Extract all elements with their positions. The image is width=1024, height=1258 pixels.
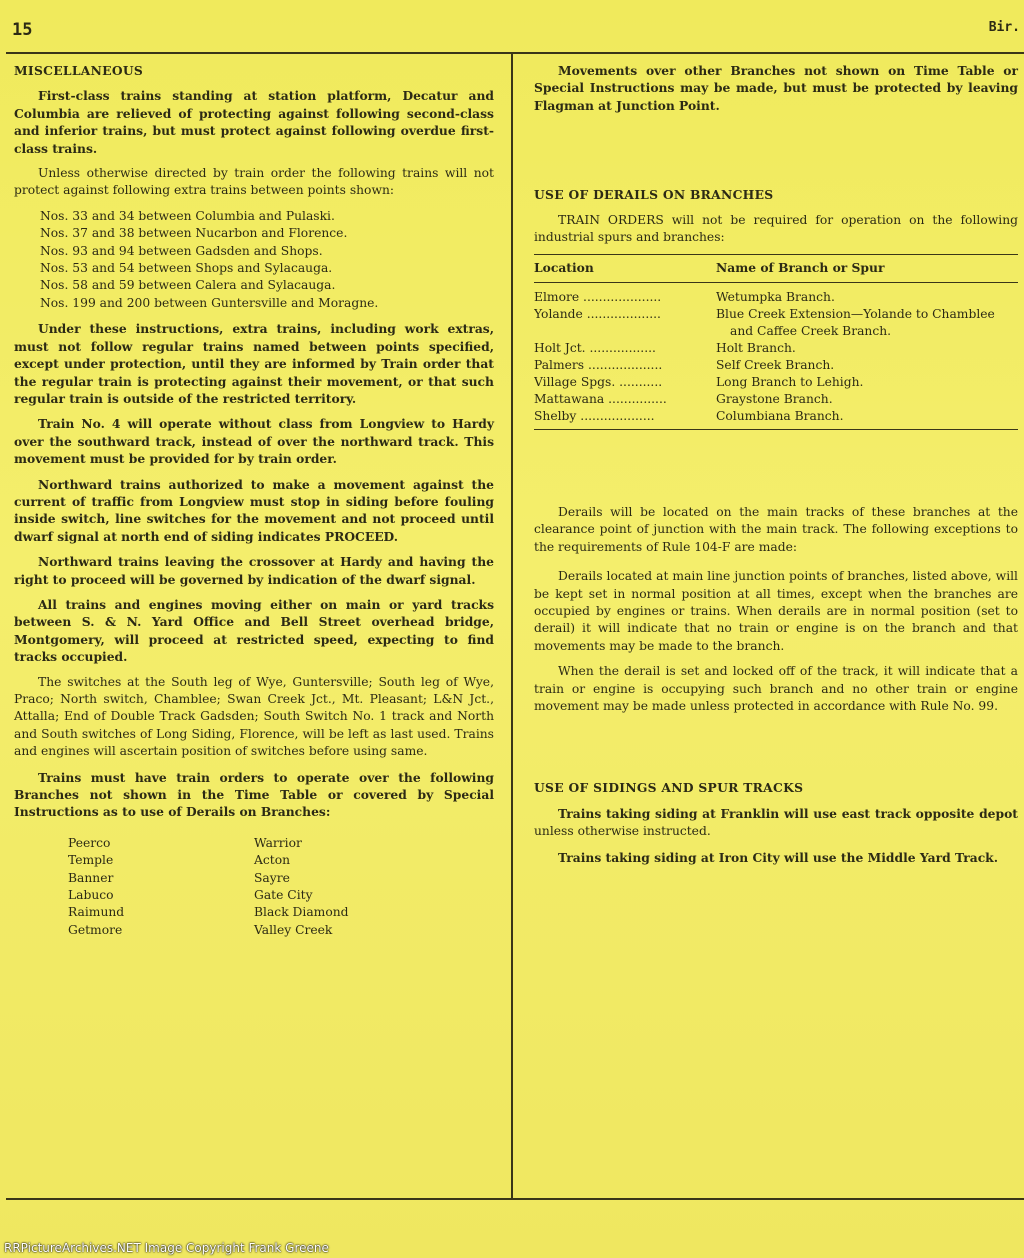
branch-item: Peerco: [68, 835, 111, 850]
table-row: [534, 306, 1018, 340]
location-cell: Elmore ....................: [534, 289, 662, 304]
page-number: 15: [12, 20, 33, 40]
misc-paragraph-5: Northward trains authorized to make a movement against the current of traffic from Longview must stop in siding before fouling inside switch, line switches for the movement and not proceed until dwarf signal at north end of siding indicates PROCEED.: [14, 476, 494, 544]
branch-item: Acton: [254, 853, 291, 868]
misc-paragraph-3: Under these instructions, extra trains, including work extras, must not follow regular trains named between points specified, except under protection, until they are informed by Train order that the regular train is protecting against their movement, or that such regular train is outside of the restricted territory.: [14, 321, 494, 406]
location-cell: Mattawana ...............: [534, 391, 667, 406]
train-list-item: Nos. 33 and 34 between Columbia and Pulaski.: [40, 208, 335, 223]
misc-paragraph-1: First-class trains standing at station platform, Decatur and Columbia are relieved of protecting against following second-class and inferior trains, but must protect against following overdue first-class trains.: [14, 88, 494, 156]
bottom-rule: [6, 1198, 1024, 1200]
location-cell: Holt Jct. .................: [534, 340, 656, 355]
location-header: Location: [534, 255, 716, 283]
branch-item: Banner: [68, 870, 114, 885]
location-cell: Palmers ...................: [534, 357, 663, 372]
table-row: [534, 340, 1018, 357]
misc-paragraph-4: Train No. 4 will operate without class from Longview to Hardy over the southward track, instead of over the northward track. This movement must be provided for by train order.: [14, 416, 494, 467]
branch-name-cell: Wetumpka Branch.: [716, 289, 835, 304]
left-column: [14, 62, 494, 939]
copyright-watermark: RRPictureArchives.NET Image Copyright Frank Greene: [4, 1241, 329, 1255]
column-divider: [511, 52, 513, 1200]
sidings-paragraph-1: [534, 805, 1018, 841]
running-head: Bir.: [988, 20, 1020, 35]
branch-table: [534, 254, 1018, 430]
train-list-item: Nos. 199 and 200 between Guntersville and Moragne.: [40, 295, 379, 310]
table-row: [534, 357, 1018, 374]
derails-paragraph-1: Derails will be located on the main tracks of these branches at the clearance point of junction with the main track. The following exceptions to the requirements of Rule 104-F are made:: [534, 504, 1018, 554]
misc-paragraph-6: Northward trains leaving the crossover at Hardy and having the right to proceed will be governed by indication of the dwarf signal.: [14, 554, 494, 587]
top-rule: [6, 52, 1024, 54]
branch-list: [68, 835, 494, 939]
derails-paragraph-3: When the derail is set and locked off of the track, it will indicate that a train or engine is occupying such branch and no other train or engine movement may be made unless protected in accordance with Rule No. 99.: [534, 664, 1018, 713]
location-cell: Shelby ...................: [534, 408, 716, 430]
sidings-heading: USE OF SIDINGS AND SPUR TRACKS: [534, 780, 804, 796]
table-row: [534, 374, 1018, 391]
derails-intro-rest: will not be required for operation on the following industrial spurs and branches:: [534, 212, 1018, 245]
misc-heading: MISCELLANEOUS: [14, 63, 144, 78]
misc-paragraph-9: Trains must have train orders to operate over the following Branches not shown in the Time Table or covered by Special Instructions as to use of Derails on Branches:: [14, 769, 494, 820]
misc-paragraph-7: All trains and engines moving either on main or yard tracks between S. & N. Yard Office and Bell Street overhead bridge, Montgomery, will proceed at restricted speed, expecting to find tracks occupied.: [14, 596, 494, 665]
sidings-paragraph-1-lead: Trains taking siding at Franklin will use east track opposite depot: [558, 805, 1018, 821]
branch-name-cell: [716, 306, 1018, 340]
other-branches-paragraph: Movements over other Branches not shown on Time Table or Special Instructions may be made, but must be protected by leaving Flagman at Junction Point.: [534, 63, 1018, 113]
branch-name-continuation: and Caffee Creek Branch.: [730, 323, 892, 338]
table-row: [534, 408, 1018, 430]
branch-item: Temple: [68, 853, 114, 868]
sidings-paragraph-1-rest: unless otherwise instructed.: [534, 824, 711, 839]
right-column: [534, 62, 1018, 874]
branch-name-header: Name of Branch or Spur: [716, 255, 1018, 283]
branch-item: Gate City: [254, 888, 313, 903]
branch-name-cell: Self Creek Branch.: [716, 357, 835, 372]
branch-name-cell: Long Branch to Lehigh.: [716, 374, 864, 389]
misc-paragraph-8: The switches at the South leg of Wye, Guntersville; South leg of Wye, Praco; North switch, Chamblee; Swan Creek Jct., Mt. Pleasant; L&N Jct., Attalla; End of Double Track Gadsden; South Switch No. 1 track and North and South switches of Long Siding, Florence, will be left as last used. Trains and engines will ascertain position of switches before using same.: [14, 674, 494, 759]
branch-item: Labuco: [68, 888, 114, 903]
table-row: [534, 289, 1018, 306]
train-list-item: Nos. 93 and 94 between Gadsden and Shops.: [40, 243, 323, 258]
derails-intro-lead: TRAIN ORDERS: [558, 212, 664, 227]
derails-intro: [534, 212, 1018, 247]
table-row: [534, 391, 1018, 408]
location-cell: Yolande ...................: [534, 306, 661, 321]
misc-paragraph-2: Unless otherwise directed by train order the following trains will not protect against following extra trains between points shown:: [14, 166, 494, 198]
location-cell: Village Spgs. ...........: [534, 374, 663, 389]
train-list-item: Nos. 58 and 59 between Calera and Sylacauga.: [40, 278, 336, 293]
branch-item: Valley Creek: [254, 922, 333, 937]
train-list: [14, 208, 494, 312]
table-header-row: [534, 255, 1018, 283]
branch-name-cell: Holt Branch.: [716, 340, 796, 355]
branch-item: Black Diamond: [254, 905, 349, 920]
branch-name-line: Blue Creek Extension—Yolande to Chamblee: [716, 306, 995, 321]
branch-item: Raimund: [68, 905, 125, 920]
derails-paragraph-2: Derails located at main line junction points of branches, listed above, will be kept set in normal position at all times, except when the branches are occupied by engines or trains. When derails are in normal position (set to derail) it will indicate that no train or engine is on the branch and that movements may be made to the branch.: [534, 569, 1018, 653]
branch-name-cell: Columbiana Branch.: [716, 408, 1018, 430]
train-list-item: Nos. 53 and 54 between Shops and Sylacauga.: [40, 261, 333, 276]
sidings-paragraph-2: Trains taking siding at Iron City will use the Middle Yard Track.: [558, 849, 998, 865]
branch-item: Getmore: [68, 922, 123, 937]
branch-item: Sayre: [254, 870, 290, 885]
branch-item: Warrior: [254, 835, 302, 850]
derails-heading: USE OF DERAILS ON BRANCHES: [534, 187, 774, 203]
branch-name-cell: Graystone Branch.: [716, 391, 833, 406]
train-list-item: Nos. 37 and 38 between Nucarbon and Florence.: [40, 226, 348, 241]
